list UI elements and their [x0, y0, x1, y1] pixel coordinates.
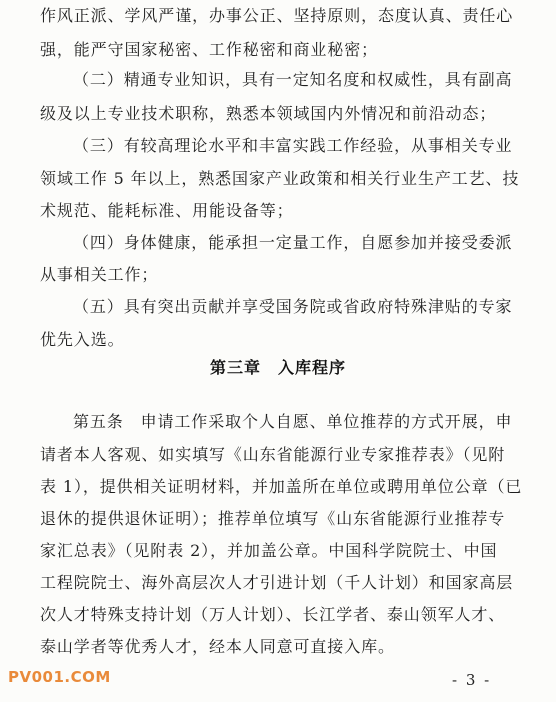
- text-line: 领域工作 5 年以上，熟悉国家产业政策和相关行业生产工艺、技: [40, 169, 520, 188]
- watermark-text: PV001.COM: [8, 668, 111, 686]
- text-line: 级及以上专业技术职称，熟悉本领域国内外情况和前沿动态；: [40, 104, 497, 123]
- chapter-heading: 第三章 入库程序: [209, 358, 346, 377]
- text-line: （二）精通专业知识，具有一定知名度和权威性，具有副高: [73, 70, 513, 89]
- text-line: 术规范、能耗标准、用能设备等；: [40, 201, 294, 220]
- article-line: 表 1），提供相关证明材料，并加盖所在单位或聘用单位公章（已: [40, 477, 523, 496]
- text-line: （三）有较高理论水平和丰富实践工作经验，从事相关专业: [73, 136, 513, 155]
- page-number: - 3 -: [452, 671, 492, 689]
- text-line: 作风正派、学风严谨，办事公正、坚持原则，态度认真、责任心: [40, 6, 514, 25]
- article-line: 次人才特殊支持计划（万人计划）、长江学者、泰山领军人才、: [40, 605, 506, 624]
- article-line: 退休的提供退休证明）；推荐单位填写《山东省能源行业推荐专: [40, 509, 506, 528]
- article-line: 家汇总表》（见附表 2），并加盖公章。中国科学院院士、中国: [40, 541, 498, 560]
- text-line: （四）身体健康，能承担一定量工作，自愿参加并接受委派: [73, 233, 513, 252]
- article-line: 请者本人客观、如实填写《山东省能源行业专家推荐表》（见附: [40, 445, 506, 464]
- text-line: 从事相关工作；: [40, 265, 159, 284]
- article-line: 第五条 申请工作采取个人自愿、单位推荐的方式开展，申: [73, 412, 513, 431]
- article-line: 泰山学者等优秀人才，经本人同意可直接入库。: [40, 637, 395, 656]
- text-line: 优先入选。: [40, 330, 125, 349]
- article-line: 工程院院士、海外高层次人才引进计划（千人计划）和国家高层: [40, 573, 514, 592]
- text-line: 强，能严守国家秘密、工作秘密和商业秘密；: [40, 40, 379, 59]
- text-line: （五）具有突出贡献并享受国务院或省政府特殊津贴的专家: [73, 297, 513, 316]
